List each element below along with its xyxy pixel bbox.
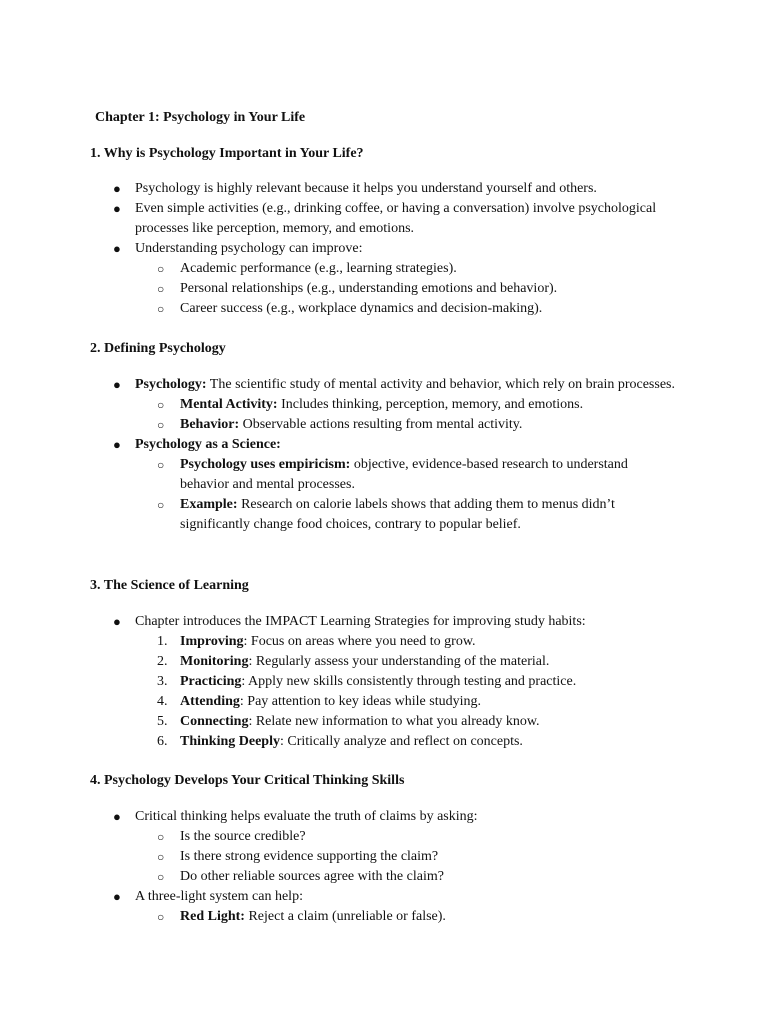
item-text: : Critically analyze and reflect on concepts.	[279, 734, 523, 749]
list-item	[113, 239, 675, 319]
sub-list-item	[157, 907, 675, 927]
item-text: A three-light system can help:	[135, 889, 303, 904]
bullet-icon: ●	[113, 614, 121, 629]
item-text: Psychology is highly relevant because it helps you understand yourself and others.	[135, 181, 597, 196]
item-term: Red Light:	[180, 909, 245, 924]
sub-list	[157, 827, 675, 887]
bullet-list	[113, 807, 675, 927]
section-heading: 1. Why is Psychology Important in Your Life?	[90, 146, 364, 161]
bullet-icon: ●	[113, 809, 121, 824]
list-item	[113, 435, 675, 535]
item-text: Even simple activities (e.g., drinking coffee, or having a conversation) involve psychological processes like perception, memory, and emotions.	[135, 201, 657, 236]
item-term: Psychology:	[135, 377, 207, 392]
item-term: Connecting	[180, 714, 249, 729]
item-term: Improving	[180, 634, 244, 649]
numbered-list-item	[157, 732, 675, 752]
sub-list-item	[157, 415, 675, 435]
bullet-list	[113, 612, 675, 752]
section-heading: 4. Psychology Develops Your Critical Thinking Skills	[90, 773, 405, 788]
item-text: Do other reliable sources agree with the claim?	[180, 869, 444, 884]
bullet-list	[113, 179, 675, 319]
list-number: 6.	[157, 734, 168, 749]
sub-list-item	[157, 395, 675, 415]
bullet-icon: ●	[113, 377, 121, 392]
bullet-list	[113, 375, 675, 535]
numbered-list	[157, 632, 675, 752]
sub-list-item	[157, 847, 675, 867]
hollow-bullet-icon: ○	[157, 418, 165, 432]
hollow-bullet-icon: ○	[157, 262, 165, 276]
section-heading: 3. The Science of Learning	[90, 578, 249, 593]
page-title: Chapter 1: Psychology in Your Life	[95, 110, 306, 125]
hollow-bullet-icon: ○	[157, 870, 165, 884]
item-text: Academic performance (e.g., learning strategies).	[180, 261, 457, 276]
hollow-bullet-icon: ○	[157, 398, 165, 412]
item-text: Reject a claim (unreliable or false).	[244, 909, 446, 924]
bullet-icon: ●	[113, 437, 121, 452]
sub-list-item	[157, 259, 675, 279]
hollow-bullet-icon: ○	[157, 302, 165, 316]
numbered-list-item	[157, 652, 675, 672]
item-term: Mental Activity:	[180, 397, 278, 412]
item-term: Psychology uses empiricism:	[180, 457, 351, 472]
list-item	[113, 375, 675, 435]
numbered-list-item	[157, 692, 675, 712]
item-text: Research on calorie labels shows that adding them to menus didn’t significantly change food choices, contrary to popular belief.	[180, 497, 615, 532]
sub-list-item	[157, 299, 675, 319]
hollow-bullet-icon: ○	[157, 458, 165, 472]
list-item	[113, 612, 675, 752]
item-text: The scientific study of mental activity and behavior, which rely on brain processes.	[206, 377, 675, 392]
sub-list	[157, 907, 675, 927]
hollow-bullet-icon: ○	[157, 910, 165, 924]
list-item	[113, 807, 675, 887]
item-term: Monitoring	[180, 654, 249, 669]
item-text: Is there strong evidence supporting the claim?	[180, 849, 439, 864]
item-text: objective, evidence-based research to understand behavior and mental processes.	[180, 457, 628, 492]
hollow-bullet-icon: ○	[157, 498, 165, 512]
item-term: Psychology as a Science:	[135, 437, 281, 452]
bullet-icon: ●	[113, 241, 121, 256]
list-item	[113, 179, 675, 199]
item-text: : Focus on areas where you need to grow.	[243, 634, 476, 649]
hollow-bullet-icon: ○	[157, 282, 165, 296]
list-number: 4.	[157, 694, 168, 709]
item-text: : Pay attention to key ideas while studying.	[239, 694, 481, 709]
item-text: Career success (e.g., workplace dynamics and decision-making).	[180, 301, 543, 316]
section-heading: 2. Defining Psychology	[90, 341, 226, 356]
hollow-bullet-icon: ○	[157, 850, 165, 864]
sub-list-item	[157, 867, 675, 887]
list-number: 5.	[157, 714, 168, 729]
numbered-list-item	[157, 672, 675, 692]
sub-list-item	[157, 279, 675, 299]
item-text: Understanding psychology can improve:	[135, 241, 363, 256]
item-text: Chapter introduces the IMPACT Learning Strategies for improving study habits:	[135, 614, 586, 629]
item-text: Includes thinking, perception, memory, and emotions.	[277, 397, 584, 412]
list-item	[113, 199, 675, 239]
list-number: 3.	[157, 674, 168, 689]
sub-list	[157, 259, 675, 319]
item-term: Behavior:	[180, 417, 240, 432]
hollow-bullet-icon: ○	[157, 830, 165, 844]
numbered-list-item	[157, 632, 675, 652]
sub-list-item	[157, 495, 675, 535]
item-text: Is the source credible?	[180, 829, 306, 844]
sub-list	[157, 395, 675, 435]
bullet-icon: ●	[113, 181, 121, 196]
item-term: Attending	[180, 694, 240, 709]
item-text: Personal relationships (e.g., understanding emotions and behavior).	[180, 281, 558, 296]
list-number: 2.	[157, 654, 168, 669]
item-term: Practicing	[180, 674, 242, 689]
item-text: : Relate new information to what you already know.	[248, 714, 540, 729]
item-term: Example:	[180, 497, 238, 512]
sub-list-item	[157, 827, 675, 847]
list-item	[113, 887, 675, 927]
list-number: 1.	[157, 634, 168, 649]
item-text: Critical thinking helps evaluate the truth of claims by asking:	[135, 809, 478, 824]
bullet-icon: ●	[113, 201, 121, 216]
numbered-list-item	[157, 712, 675, 732]
bullet-icon: ●	[113, 889, 121, 904]
item-term: Thinking Deeply	[180, 734, 280, 749]
item-text: : Apply new skills consistently through testing and practice.	[241, 674, 577, 689]
item-text: : Regularly assess your understanding of the material.	[248, 654, 550, 669]
sub-list-item	[157, 455, 675, 495]
sub-list	[157, 455, 675, 535]
item-text: Observable actions resulting from mental activity.	[239, 417, 523, 432]
